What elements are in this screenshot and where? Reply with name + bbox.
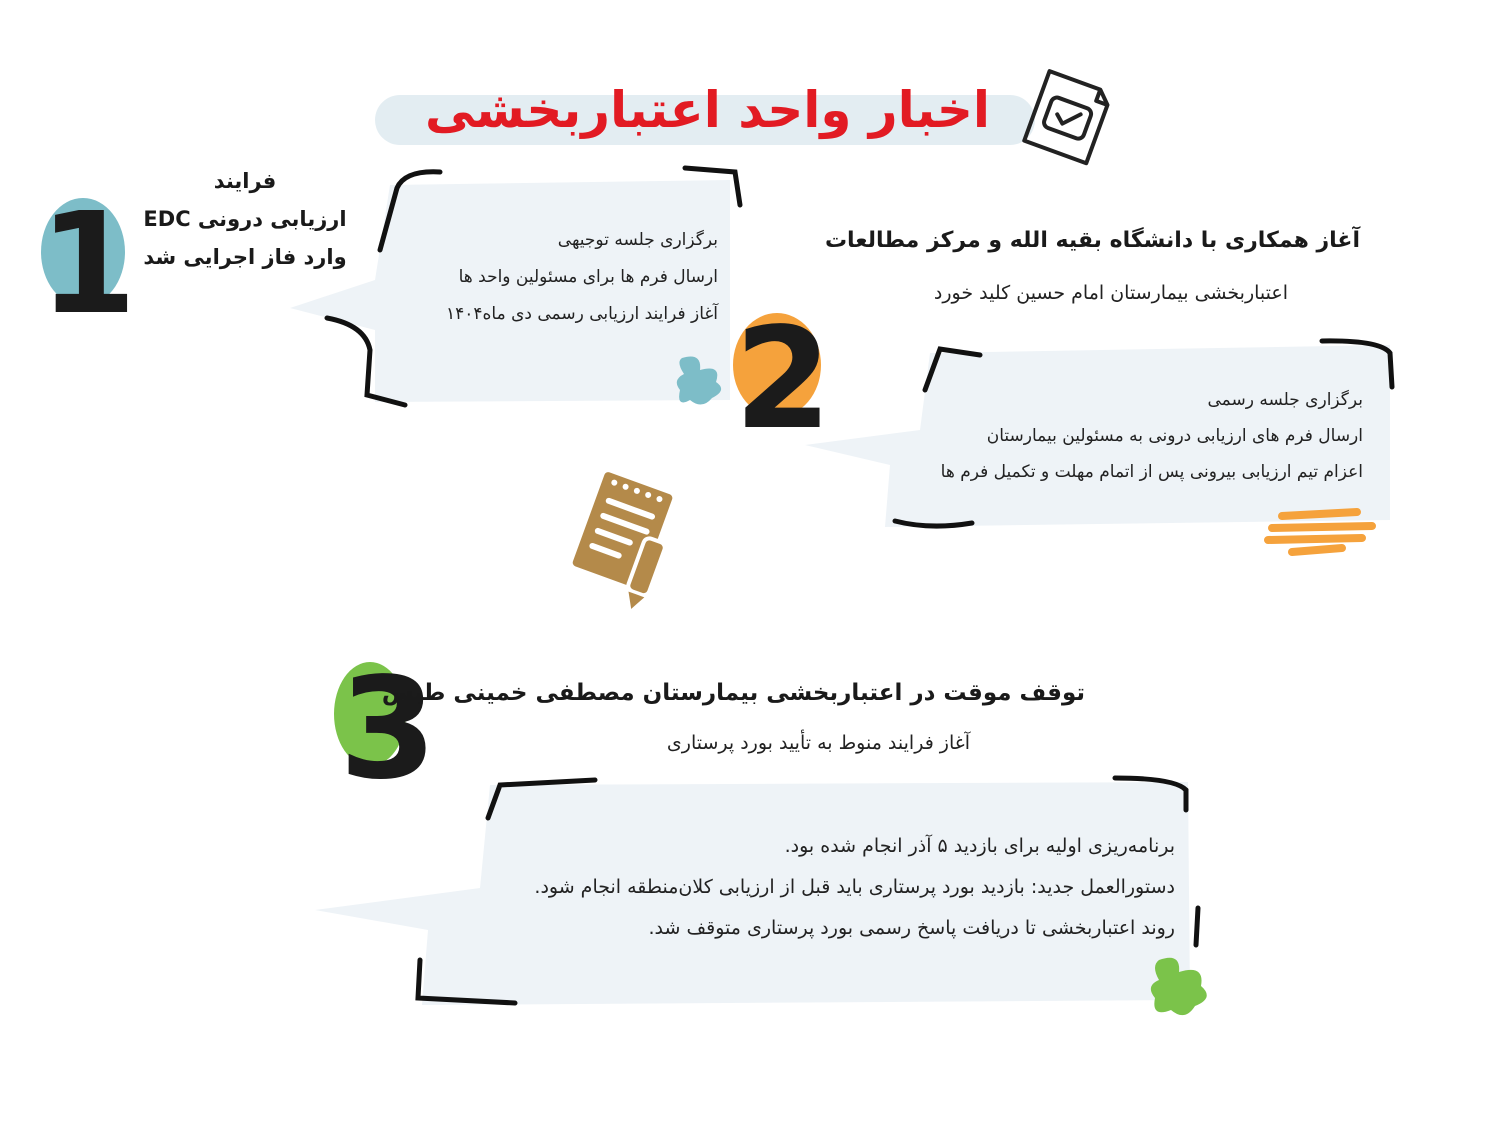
notepad-pencil-icon bbox=[560, 472, 690, 617]
step2-heading: آغاز همکاری با دانشگاه بقیه الله و مرکز مطالعات bbox=[824, 228, 1360, 253]
step1-list bbox=[380, 222, 718, 333]
list-item: برگزاری جلسه رسمی bbox=[1207, 390, 1363, 410]
step3-subheading: آغاز فرایند منوط به تأیید بورد پرستاری bbox=[666, 732, 970, 754]
list-item: برنامه‌ریزی اولیه برای بازدید ۵ آذر انجام شده بود. bbox=[784, 835, 1175, 857]
list-item: اعزام تیم ارزیابی بیرونی پس از اتمام مهلت و تکمیل فرم ها bbox=[940, 462, 1363, 482]
step1-heading-line: ارزیابی درونی EDC bbox=[143, 207, 347, 231]
step1-heading-line: فرایند bbox=[213, 169, 277, 193]
green-scribble-decoration bbox=[1145, 950, 1217, 1022]
step3-number: 3 bbox=[339, 648, 437, 811]
teal-scribble-decoration bbox=[672, 350, 728, 412]
step2-subheading: اعتباربخشی بیمارستان امام حسین کلید خورد bbox=[933, 282, 1288, 304]
list-item: ارسال فرم های ارزیابی درونی به مسئولین بیمارستان bbox=[986, 426, 1363, 446]
list-item: دستورالعمل جدید: بازدید بورد پرستاری باید قبل از ارزیابی کلان‌منطقه انجام شود. bbox=[534, 876, 1175, 898]
list-item: ارسال فرم ها برای مسئولین واحد ها bbox=[458, 267, 718, 287]
checklist-clipboard-icon bbox=[1018, 62, 1118, 167]
step1-heading-line: وارد فاز اجرایی شد bbox=[143, 245, 347, 269]
step3-list bbox=[415, 826, 1175, 949]
step2-number: 2 bbox=[734, 298, 832, 461]
list-item: روند اعتباربخشی تا دریافت پاسخ رسمی بورد پرستاری متوقف شد. bbox=[648, 917, 1175, 939]
orange-scribble-decoration bbox=[1262, 508, 1377, 556]
step1-number: 1 bbox=[39, 183, 137, 346]
page-title: اخبار واحد اعتباربخشی bbox=[424, 81, 990, 139]
step3-heading: توقف موقت در اعتباربخشی بیمارستان مصطفی خمینی طبس bbox=[381, 680, 1085, 706]
list-item: برگزاری جلسه توجیهی bbox=[557, 230, 718, 250]
list-item: آغاز فرایند ارزیابی رسمی دی ماه۱۴۰۴ bbox=[445, 304, 718, 324]
step2-list bbox=[880, 382, 1363, 490]
